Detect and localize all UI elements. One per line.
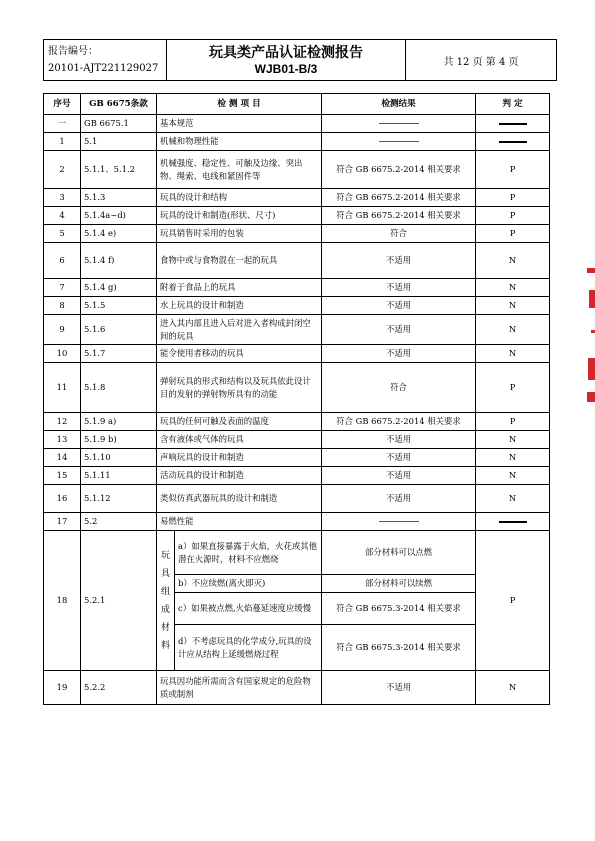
material-char: 料 (160, 640, 170, 651)
col-header-item: 检 测 项 目 (157, 94, 322, 115)
row-result: 不适用 (322, 485, 476, 513)
sub-item-c: c）如果被点燃,火焰蔓延速度应缓慢 (175, 593, 322, 625)
test-results-table (43, 93, 550, 705)
row-no: 13 (44, 431, 81, 449)
row-result: 符合 GB 6675.2-2014 相关要求 (322, 151, 476, 189)
row-result: 不适用 (322, 279, 476, 297)
empty-dash (499, 521, 527, 523)
row-judge (476, 513, 550, 531)
row-result: 符合 GB 6675.2-2014 相关要求 (322, 189, 476, 207)
col-header-judge: 判 定 (476, 94, 550, 115)
row-no: 10 (44, 345, 81, 363)
row-no: 11 (44, 363, 81, 413)
table-row (44, 297, 550, 315)
sub-result-c: 符合 GB 6675.3-2014 相关要求 (322, 593, 476, 625)
row-item: 食物中或与食物混在一起的玩具 (157, 243, 322, 279)
row-no: 9 (44, 315, 81, 345)
row-judge: P (476, 225, 550, 243)
empty-dash (499, 141, 527, 143)
row-judge: P (476, 531, 550, 671)
row-clause: 5.1.9 a) (81, 413, 157, 431)
row-clause: 5.1.4a~d) (81, 207, 157, 225)
report-title: 玩具类产品认证检测报告 (209, 44, 363, 61)
row-clause: 5.1.7 (81, 345, 157, 363)
row-item: 弹射玩具的形式和结构以及玩具依此设计目的发射的弹射物所具有的动能 (157, 363, 322, 413)
row-result: 不适用 (322, 315, 476, 345)
material-char: 玩 (160, 550, 170, 561)
col-header-no: 序号 (44, 94, 81, 115)
row-item: 附着于食品上的玩具 (157, 279, 322, 297)
row-clause: 5.1.10 (81, 449, 157, 467)
row-result: 符合 (322, 225, 476, 243)
table-row (44, 279, 550, 297)
table-row (44, 345, 550, 363)
edge-stamp-mark (587, 392, 595, 402)
row-item: 进入其内部且进入后对进入者构成封闭空间的玩具 (157, 315, 322, 345)
report-number: 20101-AJT221129027 (48, 63, 159, 74)
row-clause: GB 6675.1 (81, 115, 157, 133)
table-row (44, 413, 550, 431)
row-judge: P (476, 189, 550, 207)
row-judge (476, 133, 550, 151)
row-clause: 5.1.4 e) (81, 225, 157, 243)
row-judge: P (476, 363, 550, 413)
row-result: 符合 GB 6675.2-2014 相关要求 (322, 413, 476, 431)
row-judge: P (476, 207, 550, 225)
row-item: 易燃性能 (157, 513, 322, 531)
table-row (44, 449, 550, 467)
table-row (44, 485, 550, 513)
row-judge: N (476, 671, 550, 705)
row-item: 机械强度、稳定性、可触及边缘、突出物、绳索、电线和紧固件等 (157, 151, 322, 189)
report-number-label: 报告编号： (48, 46, 98, 57)
row-judge: N (476, 431, 550, 449)
empty-dash (379, 123, 419, 124)
row-clause: 5.2.1 (81, 531, 157, 671)
row-clause: 5.1.11 (81, 467, 157, 485)
row-no: 7 (44, 279, 81, 297)
row-clause: 5.1.6 (81, 315, 157, 345)
edge-stamp-mark (587, 268, 595, 273)
row-result: 不适用 (322, 467, 476, 485)
row-clause: 5.1 (81, 133, 157, 151)
row-no: 3 (44, 189, 81, 207)
table-row (44, 513, 550, 531)
row-no: 6 (44, 243, 81, 279)
sub-result-a: 部分材料可以点燃 (322, 531, 476, 575)
row-no: 8 (44, 297, 81, 315)
empty-dash (499, 123, 527, 125)
row-judge: P (476, 413, 550, 431)
row-item: 玩具销售时采用的包装 (157, 225, 322, 243)
row-result: 符合 (322, 363, 476, 413)
row-item: 水上玩具的设计和制造 (157, 297, 322, 315)
row-no: 14 (44, 449, 81, 467)
material-label (157, 531, 175, 671)
row-clause: 5.1.4 f) (81, 243, 157, 279)
row-item: 含有液体或气体的玩具 (157, 431, 322, 449)
row-judge (476, 115, 550, 133)
row-clause: 5.1.5 (81, 297, 157, 315)
row-judge: N (476, 297, 550, 315)
row-item: 机械和物理性能 (157, 133, 322, 151)
material-char: 具 (160, 568, 170, 579)
row-no: 15 (44, 467, 81, 485)
row-result: 不适用 (322, 671, 476, 705)
empty-dash (379, 521, 419, 522)
row-no: 1 (44, 133, 81, 151)
row-judge: N (476, 467, 550, 485)
report-number-cell (44, 40, 167, 81)
row-no: 2 (44, 151, 81, 189)
row-clause: 5.1.1、5.1.2 (81, 151, 157, 189)
row-result: 不适用 (322, 345, 476, 363)
row-judge: N (476, 315, 550, 345)
report-header (43, 39, 557, 81)
sub-item-a: a）如果直接暴露于火焰，火花或其他潜在火源时，材料不应燃烧 (175, 531, 322, 575)
report-title-cell (167, 40, 406, 81)
row-item: 玩具的任何可触及表面的温度 (157, 413, 322, 431)
sub-item-b: b）不应续燃(离火即灭) (175, 575, 322, 593)
row-no: 18 (44, 531, 81, 671)
row-clause: 5.1.12 (81, 485, 157, 513)
edge-stamp-mark (588, 358, 595, 380)
row-clause: 5.1.9 b) (81, 431, 157, 449)
row-result (322, 115, 476, 133)
row-no: 一 (44, 115, 81, 133)
table-row-18 (44, 531, 550, 575)
row-judge: N (476, 345, 550, 363)
col-header-clause: GB 6675条款 (81, 94, 157, 115)
row-no: 12 (44, 413, 81, 431)
row-result (322, 513, 476, 531)
row-item: 声响玩具的设计和制造 (157, 449, 322, 467)
table-row (44, 363, 550, 413)
row-result: 不适用 (322, 449, 476, 467)
table-row (44, 189, 550, 207)
row-clause: 5.2 (81, 513, 157, 531)
row-clause: 5.1.8 (81, 363, 157, 413)
row-no: 4 (44, 207, 81, 225)
table-row (44, 207, 550, 225)
row-result: 不适用 (322, 243, 476, 279)
sub-item-d: d）不考虑玩具的化学成分,玩具的设计应从结构上延缓燃烧过程 (175, 625, 322, 671)
row-item: 活动玩具的设计和制造 (157, 467, 322, 485)
edge-stamp-mark (589, 290, 595, 308)
empty-dash (379, 141, 419, 142)
row-item: 玩具的设计和制造(形状、尺寸) (157, 207, 322, 225)
table-row (44, 315, 550, 345)
row-item: 能令使用者移动的玩具 (157, 345, 322, 363)
row-judge: N (476, 449, 550, 467)
material-char: 成 (160, 604, 170, 615)
row-result: 不适用 (322, 297, 476, 315)
col-header-result: 检测结果 (322, 94, 476, 115)
row-item: 玩具的设计和结构 (157, 189, 322, 207)
row-no: 16 (44, 485, 81, 513)
row-judge: N (476, 279, 550, 297)
row-judge: P (476, 151, 550, 189)
row-result (322, 133, 476, 151)
row-no: 5 (44, 225, 81, 243)
row-result: 不适用 (322, 431, 476, 449)
edge-stamp-mark (591, 330, 595, 333)
material-char: 材 (160, 622, 170, 633)
sub-result-d: 符合 GB 6675.3-2014 相关要求 (322, 625, 476, 671)
row-clause: 5.1.3 (81, 189, 157, 207)
page-info: 共 12 页 第 4 页 (406, 40, 557, 81)
table-row (44, 151, 550, 189)
row-item: 类似仿真武器玩具的设计和制造 (157, 485, 322, 513)
table-row (44, 431, 550, 449)
row-item: 基本规范 (157, 115, 322, 133)
table-row (44, 115, 550, 133)
row-clause: 5.1.4 g) (81, 279, 157, 297)
row-clause: 5.2.2 (81, 671, 157, 705)
table-row-19 (44, 671, 550, 705)
table-header-row (44, 94, 550, 115)
material-char: 组 (160, 586, 170, 597)
row-result: 符合 GB 6675.2-2014 相关要求 (322, 207, 476, 225)
document-code: WJB01-B/3 (254, 61, 318, 76)
row-judge: N (476, 485, 550, 513)
sub-result-b: 部分材料可以续燃 (322, 575, 476, 593)
table-row (44, 133, 550, 151)
row-no: 19 (44, 671, 81, 705)
row-item: 玩具因功能所需而含有国家规定的危险物质或制剂 (157, 671, 322, 705)
row-no: 17 (44, 513, 81, 531)
table-row (44, 243, 550, 279)
table-row (44, 225, 550, 243)
row-judge: N (476, 243, 550, 279)
table-row (44, 467, 550, 485)
